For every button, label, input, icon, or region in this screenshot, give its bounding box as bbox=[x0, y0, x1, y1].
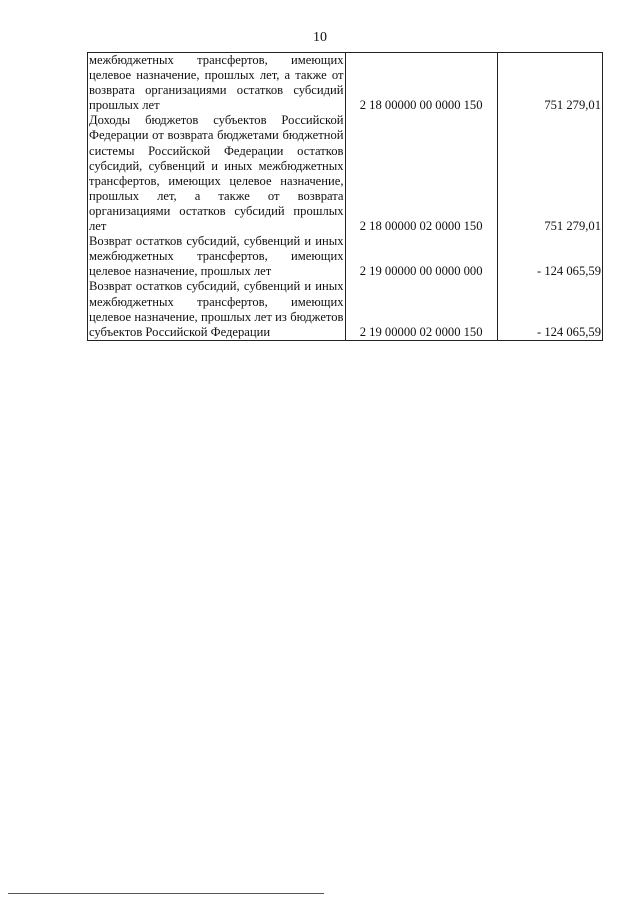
page-number: 10 bbox=[313, 30, 327, 45]
revenue-name-cell: Доходы бюджетов субъектов Российской Федерации от возврата бюджетами бюджетной системы Российской Федерации остатков субсидий, субвенций и иных межбюджетных трансфертов, имеющих целевое назначение, прошлых лет, а также от возврата организациями остатков субсидий прошлых лет bbox=[89, 113, 344, 234]
table-row bbox=[88, 279, 603, 340]
table-row bbox=[88, 53, 603, 114]
amount-cell: - 124 065,59 bbox=[497, 234, 602, 279]
revenue-name-cell: Возврат остатков субсидий, субвенций и иных межбюджетных трансфертов, имеющих целевое назначение, прошлых лет из бюджетов субъектов Российской Федерации bbox=[89, 279, 344, 339]
budget-code-cell: 2 18 00000 00 0000 150 bbox=[345, 53, 497, 114]
table-row bbox=[88, 234, 603, 279]
footer-rule bbox=[8, 893, 324, 894]
amount-cell: - 124 065,59 bbox=[497, 279, 602, 340]
budget-code-cell: 2 18 00000 02 0000 150 bbox=[345, 113, 497, 234]
revenue-name-cell: Возврат остатков субсидий, субвенций и иных межбюджетных трансфертов, имеющих целевое назначение, прошлых лет bbox=[89, 234, 344, 279]
budget-revenue-table bbox=[87, 52, 603, 341]
table-row bbox=[88, 113, 603, 234]
amount-cell: 751 279,01 bbox=[497, 113, 602, 234]
budget-code-cell: 2 19 00000 02 0000 150 bbox=[345, 279, 497, 340]
revenue-name-cell: межбюджетных трансфертов, имеющих целевое назначение, прошлых лет, а также от возврата организациями остатков субсидий прошлых лет bbox=[89, 53, 344, 113]
amount-cell: 751 279,01 bbox=[497, 53, 602, 114]
budget-code-cell: 2 19 00000 00 0000 000 bbox=[345, 234, 497, 279]
